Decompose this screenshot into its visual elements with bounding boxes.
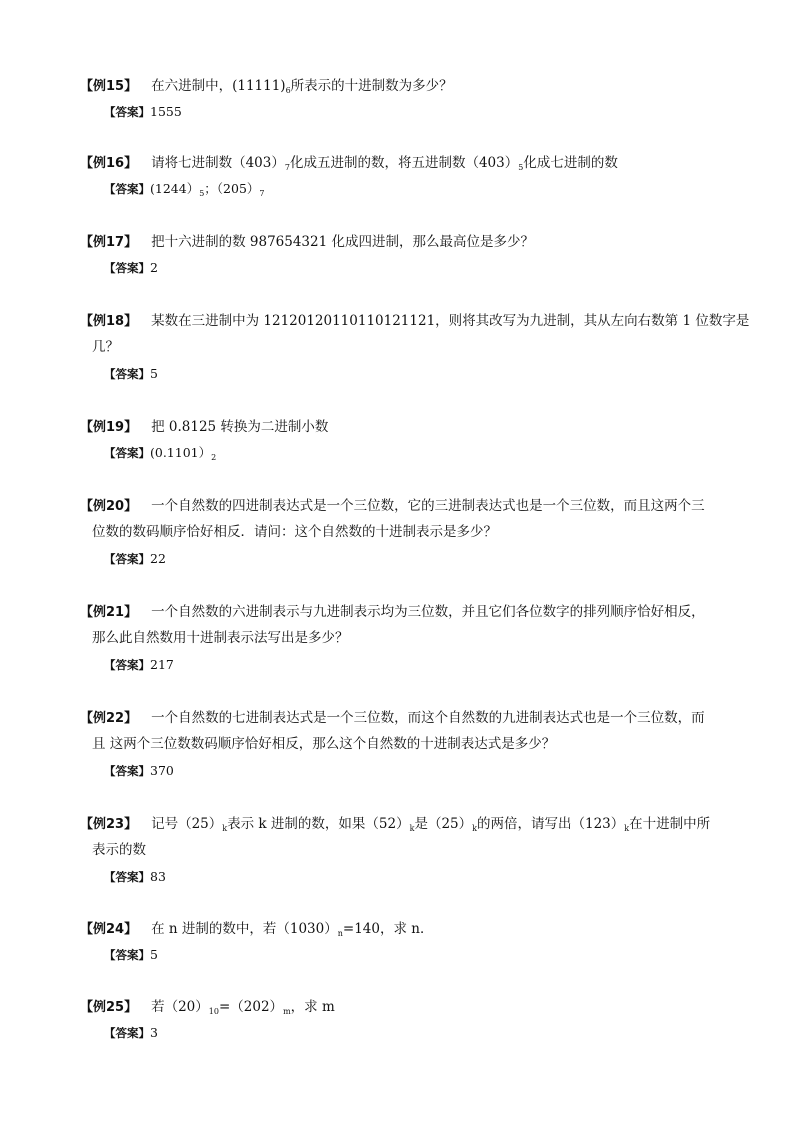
question-text: 把十六进制的数 987654321 化成四进制，那么最高位是多少？ bbox=[151, 234, 534, 250]
question-text: 请将七进制数$(403)_7$化成五进制的数，将五进制数$(403)_5$化成七进制的数 bbox=[151, 155, 618, 172]
answer-tag: 【答案】 bbox=[104, 105, 150, 119]
answer-line bbox=[104, 444, 216, 467]
question-continuation: 位数的数码顺序恰好相反．请问：这个自然数的十进制表示是多少？ bbox=[92, 524, 497, 540]
question-line bbox=[80, 920, 433, 943]
answer-tag: 【答案】 bbox=[104, 764, 150, 778]
example-tag: 【例19】 bbox=[80, 420, 138, 435]
question-line bbox=[80, 709, 705, 728]
example-tag: 【例21】 bbox=[80, 605, 138, 620]
question-line bbox=[80, 312, 749, 331]
example-tag: 【例25】 bbox=[80, 1000, 138, 1015]
answer-line bbox=[104, 946, 158, 964]
answer-value: 370 bbox=[150, 763, 174, 778]
answer-value: 5 bbox=[150, 366, 158, 381]
question-line bbox=[80, 603, 705, 622]
answer-line bbox=[104, 762, 174, 780]
question-line bbox=[80, 998, 335, 1021]
question-line bbox=[80, 154, 618, 177]
answer-tag: 【答案】 bbox=[104, 948, 150, 962]
question-line bbox=[80, 77, 453, 100]
example-tag: 【例22】 bbox=[80, 711, 138, 726]
question-continuation: 表示的数 bbox=[92, 842, 146, 858]
question-line bbox=[80, 497, 705, 516]
answer-tag: 【答案】 bbox=[104, 182, 150, 196]
example-tag: 【例15】 bbox=[80, 79, 138, 94]
question-continuation: 且 这两个三位数数码顺序恰好相反，那么这个自然数的十进制表达式是多少？ bbox=[92, 736, 556, 752]
answer-tag: 【答案】 bbox=[104, 552, 150, 566]
question-text: 把 0.8125 转换为二进制小数 bbox=[151, 419, 329, 435]
answer-line bbox=[104, 868, 166, 886]
question-line bbox=[80, 815, 710, 838]
example-tag: 【例24】 bbox=[80, 922, 138, 937]
question-text: 记号$(25)_k$表示 k 进制的数，如果$(52)_k$是$(25)_k$的两倍，请写出$(123)_k$在十进制中所 bbox=[151, 816, 711, 833]
question-text: 若$(20)_{10}=(202)_m$，求 m bbox=[151, 999, 335, 1016]
answer-line bbox=[104, 1024, 158, 1042]
question-text: 在 n 进制的数中，若$(1030)_n=140$，求 n． bbox=[151, 921, 434, 938]
question-continuation: 那么此自然数用十进制表示法写出是多少？ bbox=[92, 630, 349, 646]
answer-tag: 【答案】 bbox=[104, 367, 150, 381]
example-tag: 【例17】 bbox=[80, 235, 138, 250]
example-tag: 【例23】 bbox=[80, 817, 138, 832]
answer-line bbox=[104, 103, 182, 121]
answer-line bbox=[104, 365, 158, 383]
answer-value: 22 bbox=[150, 551, 166, 566]
answer-line bbox=[104, 656, 174, 674]
question-text: 某数在三进制中为 12120120110110121121，则将其改写为九进制，其从左向右数第 1 位数字是 bbox=[151, 313, 750, 329]
answer-value: 83 bbox=[150, 869, 166, 884]
question-text: 在六进制中，$(11111)_6$所表示的十进制数为多少？ bbox=[151, 78, 453, 95]
answer-value: 1555 bbox=[150, 104, 182, 119]
answer-line bbox=[104, 259, 158, 277]
question-continuation: 几？ bbox=[92, 339, 119, 355]
answer-value: $(0.1101)_2$ bbox=[150, 445, 217, 462]
question-line bbox=[80, 418, 328, 437]
answer-tag: 【答案】 bbox=[104, 870, 150, 884]
answer-line bbox=[104, 550, 166, 568]
example-tag: 【例18】 bbox=[80, 314, 138, 329]
question-line bbox=[80, 233, 534, 252]
answer-tag: 【答案】 bbox=[104, 658, 150, 672]
answer-line bbox=[104, 180, 265, 203]
question-text: 一个自然数的四进制表达式是一个三位数，它的三进制表达式也是一个三位数，而且这两个三 bbox=[151, 498, 705, 514]
question-text: 一个自然数的六进制表示与九进制表示均为三位数，并且它们各位数字的排列顺序恰好相反， bbox=[151, 604, 705, 620]
example-tag: 【例20】 bbox=[80, 499, 138, 514]
answer-value: 3 bbox=[150, 1025, 158, 1040]
answer-tag: 【答案】 bbox=[104, 446, 150, 460]
answer-value: 5 bbox=[150, 947, 158, 962]
question-text: 一个自然数的七进制表达式是一个三位数，而这个自然数的九进制表达式也是一个三位数，而 bbox=[151, 710, 705, 726]
answer-value: 217 bbox=[150, 657, 174, 672]
answer-tag: 【答案】 bbox=[104, 1026, 150, 1040]
answer-tag: 【答案】 bbox=[104, 261, 150, 275]
example-tag: 【例16】 bbox=[80, 156, 138, 171]
answer-value: 2 bbox=[150, 260, 158, 275]
answer-value: $(1244)_5$；$(205)_7$ bbox=[150, 181, 265, 198]
